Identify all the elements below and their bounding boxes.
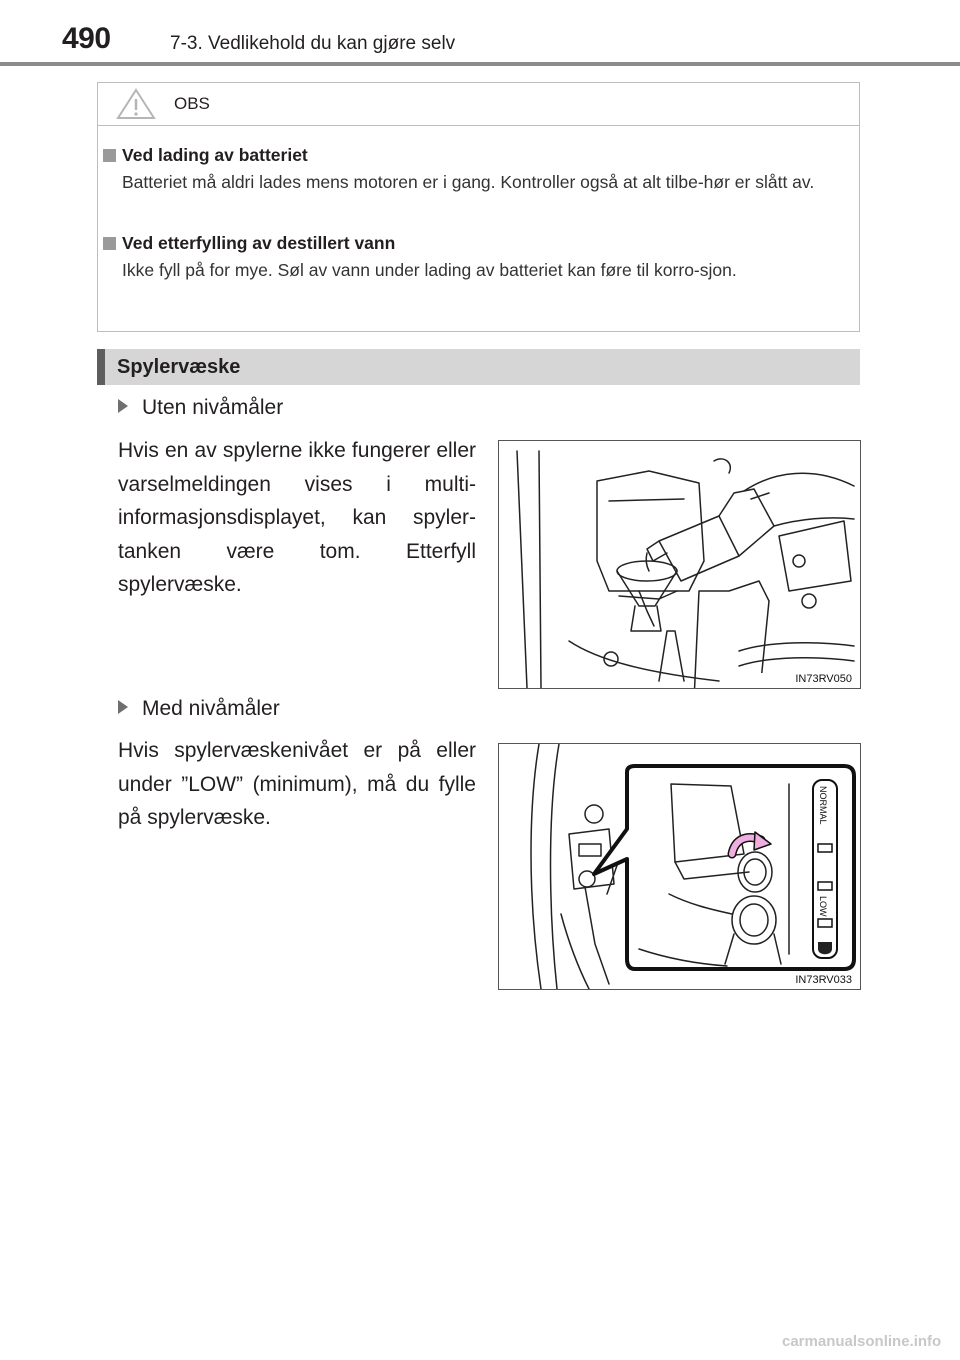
triangle-bullet-icon — [118, 700, 128, 714]
paragraph: Hvis en av spylerne ikke fungerer eller varselmeldingen vises i multi-informasjonsdisplayet, kan spyler-tanken være tom. Etterfyll spylervæske. — [118, 439, 476, 596]
gauge-low-label: LOW — [818, 896, 828, 917]
paragraph: Hvis spylervæskenivået er på eller under ”LOW” (minimum), må du fylle på spylervæske. — [118, 739, 476, 829]
notice-title: OBS — [174, 94, 210, 113]
subsection-heading-text: Uten nivåmåler — [142, 396, 284, 419]
notice-box — [97, 82, 860, 332]
figure-washer-funnel — [498, 440, 861, 689]
watermark: carmanualsonline.info — [782, 1333, 942, 1350]
section-band — [97, 349, 860, 385]
notice-item-title: Ved lading av batteriet — [122, 145, 308, 165]
section-heading: Spylervæske — [117, 356, 241, 378]
notice-item-title: Ved etterfylling av destillert vann — [122, 233, 396, 253]
washer-fill-illustration — [499, 441, 860, 688]
triangle-bullet-icon — [118, 399, 128, 413]
section-title: 7-3. Vedlikehold du kan gjøre selv — [170, 33, 456, 54]
washer-gauge-illustration — [499, 744, 860, 989]
notice-header — [98, 83, 859, 126]
subsection-heading — [118, 396, 283, 420]
bullet-square — [103, 149, 116, 162]
notice-item-text: Batteriet må aldri lades mens motoren er i gang. Kontroller også at alt tilbe-hør er slått av. — [122, 172, 815, 192]
section-band-bar — [97, 349, 105, 385]
subsection-heading — [118, 697, 280, 721]
figure-washer-gauge — [498, 743, 861, 990]
figure-code: IN73RV050 — [795, 673, 852, 685]
notice-item-text: Ikke fyll på for mye. Søl av vann under lading av batteriet kan føre til korro-sjon. — [122, 260, 737, 280]
warning-triangle-icon — [116, 88, 156, 120]
page-number: 490 — [62, 22, 111, 55]
header-rule — [0, 62, 960, 66]
subsection-heading-text: Med nivåmåler — [142, 697, 280, 720]
bullet-square — [103, 237, 116, 250]
gauge-normal-label: NORMAL — [818, 786, 828, 825]
figure-code: IN73RV033 — [795, 974, 852, 986]
